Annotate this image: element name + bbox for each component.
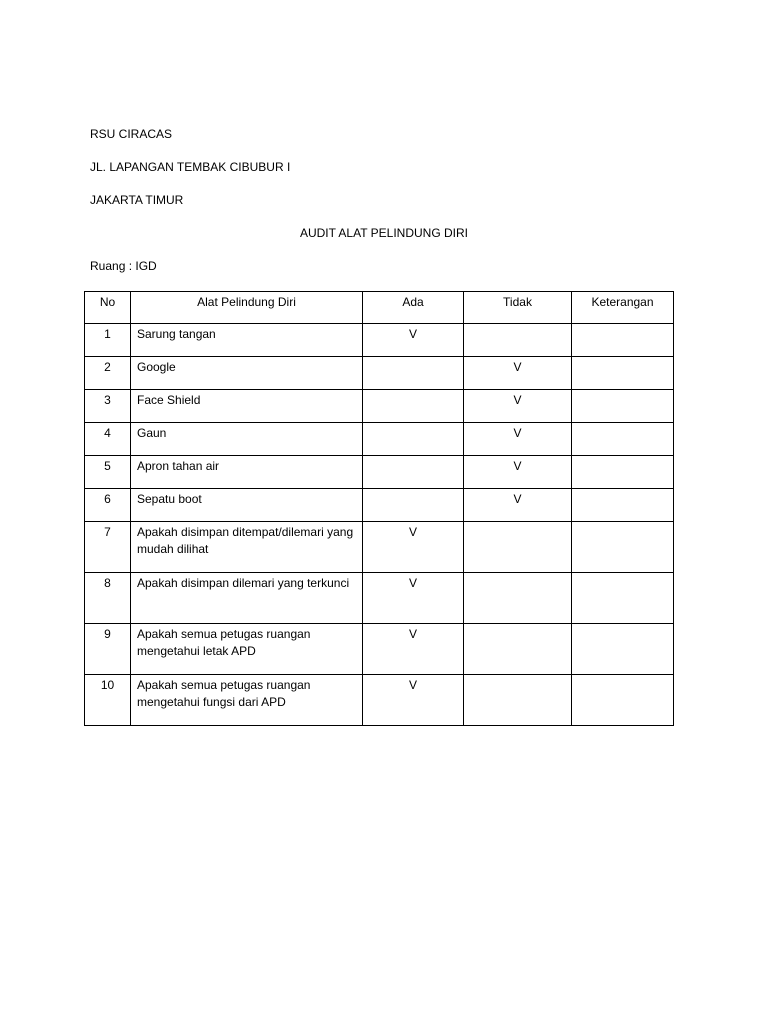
row-number: 4 — [85, 423, 131, 456]
table-header-row — [85, 292, 674, 324]
row-keterangan — [572, 522, 674, 573]
column-header-ada: Ada — [363, 292, 464, 324]
column-header-item: Alat Pelindung Diri — [131, 292, 363, 324]
row-item: Apron tahan air — [131, 456, 363, 489]
row-keterangan — [572, 423, 674, 456]
row-number: 5 — [85, 456, 131, 489]
table-row — [85, 390, 674, 423]
row-number: 8 — [85, 573, 131, 624]
row-ada-mark — [363, 423, 464, 456]
row-number: 1 — [85, 324, 131, 357]
row-item: Apakah disimpan dilemari yang terkunci — [131, 573, 363, 624]
column-header-no: No — [85, 292, 131, 324]
row-tidak-mark: V — [464, 456, 572, 489]
row-keterangan — [572, 456, 674, 489]
table-row — [85, 324, 674, 357]
row-keterangan — [572, 357, 674, 390]
table-row — [85, 573, 674, 624]
row-item: Apakah semua petugas ruangan mengetahui letak APD — [131, 624, 363, 675]
row-tidak-mark: V — [464, 390, 572, 423]
row-number: 9 — [85, 624, 131, 675]
row-number: 10 — [85, 675, 131, 726]
row-item: Google — [131, 357, 363, 390]
row-ada-mark: V — [363, 573, 464, 624]
row-ada-mark: V — [363, 522, 464, 573]
column-header-keterangan: Keterangan — [572, 292, 674, 324]
table-row — [85, 357, 674, 390]
table-row — [85, 675, 674, 726]
row-number: 6 — [85, 489, 131, 522]
document-title: AUDIT ALAT PELINDUNG DIRI — [299, 226, 469, 240]
row-item: Sepatu boot — [131, 489, 363, 522]
row-item: Face Shield — [131, 390, 363, 423]
row-item: Sarung tangan — [131, 324, 363, 357]
row-ada-mark: V — [363, 624, 464, 675]
row-keterangan — [572, 573, 674, 624]
row-item: Apakah disimpan ditempat/dilemari yang mudah dilihat — [131, 522, 363, 573]
row-ada-mark — [363, 357, 464, 390]
row-ada-mark: V — [363, 675, 464, 726]
row-keterangan — [572, 624, 674, 675]
org-address: JL. LAPANGAN TEMBAK CIBUBUR I — [90, 160, 291, 174]
room-label: Ruang : IGD — [90, 259, 157, 273]
row-ada-mark — [363, 456, 464, 489]
table-row — [85, 456, 674, 489]
row-item: Apakah semua petugas ruangan mengetahui fungsi dari APD — [131, 675, 363, 726]
row-number: 3 — [85, 390, 131, 423]
org-name: RSU CIRACAS — [90, 127, 173, 141]
table-row — [85, 522, 674, 573]
row-tidak-mark: V — [464, 423, 572, 456]
row-tidak-mark: V — [464, 489, 572, 522]
row-keterangan — [572, 324, 674, 357]
row-tidak-mark — [464, 522, 572, 573]
row-number: 2 — [85, 357, 131, 390]
org-city: JAKARTA TIMUR — [90, 193, 184, 207]
row-tidak-mark: V — [464, 357, 572, 390]
row-tidak-mark — [464, 624, 572, 675]
row-tidak-mark — [464, 675, 572, 726]
row-ada-mark — [363, 390, 464, 423]
row-keterangan — [572, 489, 674, 522]
table-row — [85, 423, 674, 456]
table-row — [85, 624, 674, 675]
row-item: Gaun — [131, 423, 363, 456]
row-tidak-mark — [464, 573, 572, 624]
row-ada-mark: V — [363, 324, 464, 357]
table-row — [85, 489, 674, 522]
row-keterangan — [572, 675, 674, 726]
audit-table — [84, 291, 674, 726]
row-number: 7 — [85, 522, 131, 573]
row-tidak-mark — [464, 324, 572, 357]
row-ada-mark — [363, 489, 464, 522]
row-keterangan — [572, 390, 674, 423]
column-header-tidak: Tidak — [464, 292, 572, 324]
